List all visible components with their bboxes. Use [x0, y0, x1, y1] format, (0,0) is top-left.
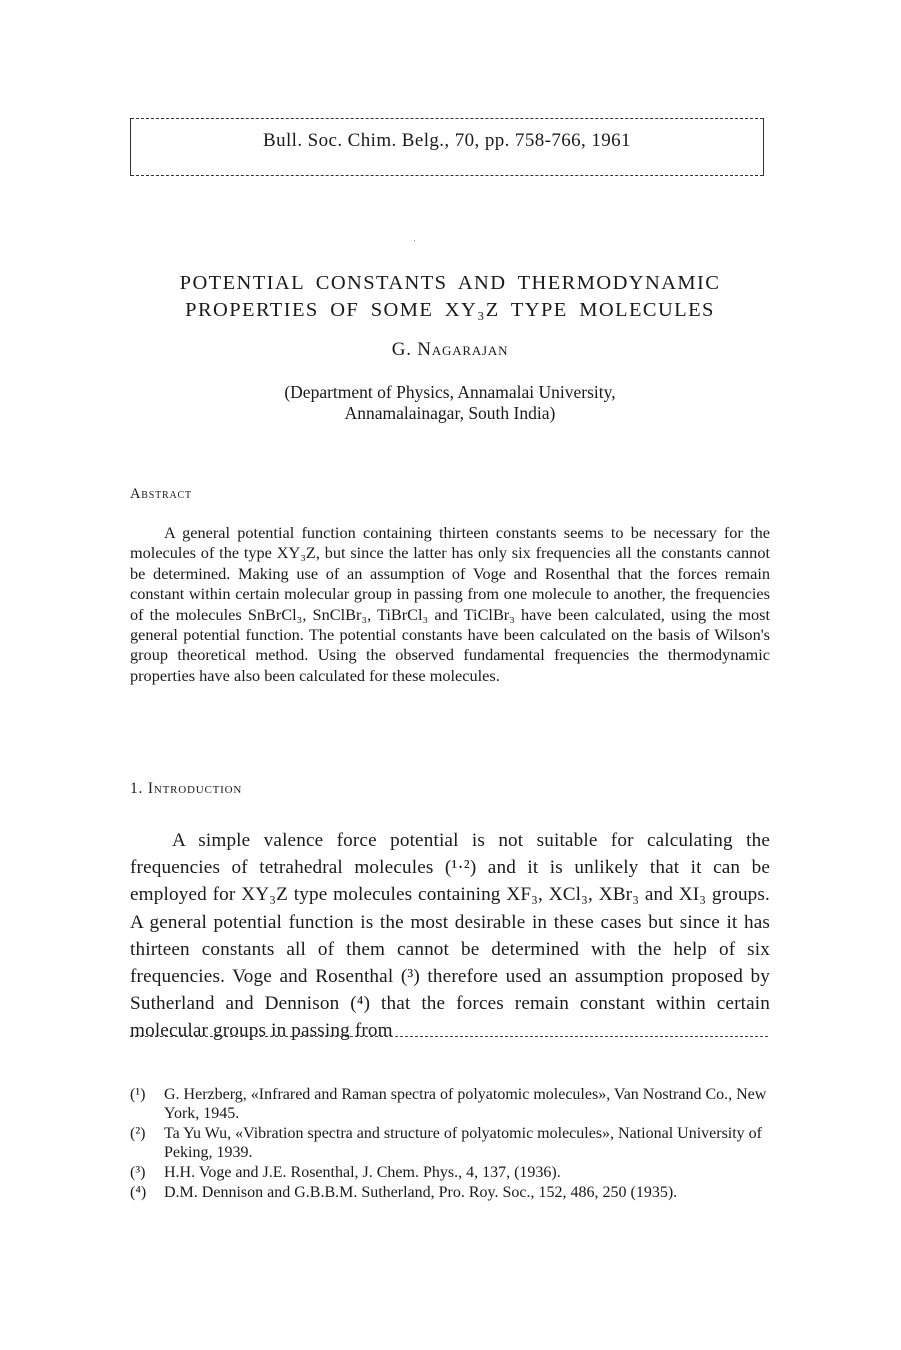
- journal-citation: Bull. Soc. Chim. Belg., 70, pp. 758-766, 1961: [263, 130, 631, 151]
- author-affiliation-line-1: (Department of Physics, Annamalai University,: [284, 382, 616, 402]
- paper-title-line-1: POTENTIAL CONSTANTS AND THERMODYNAMIC: [179, 272, 721, 294]
- footnote-item: [130, 1163, 780, 1182]
- footnote-marker: (³): [130, 1164, 146, 1181]
- footnote-text: G. Herzberg, «Infrared and Raman spectra of polyatomic molecules», Van Nostrand Co., New York, 1945.: [164, 1086, 767, 1122]
- paper-title-line-2: PROPERTIES OF SOME XY₃Z TYPE MOLECULES: [185, 299, 715, 321]
- footnote-item: [130, 1085, 780, 1123]
- header-top-rule: [131, 118, 763, 119]
- footnote-marker: (¹): [130, 1086, 146, 1103]
- header-bottom-rule: [131, 175, 763, 176]
- footnote-marker: (⁴): [130, 1184, 147, 1201]
- introduction-text: A simple valence force potential is not suitable for calculating the frequencies of tetrahedral molecules (¹·²) and it is unlikely that it can be employed for XY₃Z type molecules containing XF₃, XCl₃, XBr₃ and XI₃ groups. A general potential function is the most desirable in these cases but since it has thirteen constants all of them cannot be determined with the help of six frequencies. Voge and Rosenthal (³) therefore used an assumption proposed by Sutherland and Dennison (⁴) that the forces remain constant within certain molecular groups in passing from: [130, 830, 770, 1042]
- citation-header-box: [130, 118, 764, 176]
- speck-mark: [414, 240, 415, 241]
- footnote-item: [130, 1124, 780, 1162]
- author-affiliation-line-2: Annamalainagar, South India): [344, 403, 556, 423]
- introduction-heading: 1. Introduction: [130, 780, 243, 797]
- footnotes-list: [130, 1085, 780, 1203]
- footnote-separator-rule: [130, 1036, 768, 1037]
- abstract-heading: Abstract: [130, 486, 192, 502]
- footnote-text: D.M. Dennison and G.B.B.M. Sutherland, Pro. Roy. Soc., 152, 486, 250 (1935).: [164, 1184, 678, 1201]
- footnote-text: H.H. Voge and J.E. Rosenthal, J. Chem. Phys., 4, 137, (1936).: [164, 1164, 561, 1181]
- footnote-item: [130, 1183, 780, 1202]
- footnote-marker: (²): [130, 1125, 146, 1142]
- author-name: G. Nagarajan: [391, 339, 509, 360]
- footnote-text: Ta Yu Wu, «Vibration spectra and structure of polyatomic molecules», National University of Peking, 1939.: [164, 1125, 763, 1161]
- abstract-text: A general potential function containing thirteen constants seems to be necessary for the molecules of the type XY₃Z, but since the latter has only six frequencies all the constants cannot be determined. Making use of an assumption of Voge and Rosenthal that the forces remain constant within certain molecular group in passing from one molecule to another, the frequencies of the molecules SnBrCl₃, SnClBr₃, TiBrCl₃ and TiClBr₃ have been calculated, using the most general potential function. The potential constants have been calculated on the basis of Wilson's group theoretical method. Using the observed fundamental frequencies the thermodynamic properties have also been calculated for these molecules.: [130, 523, 770, 685]
